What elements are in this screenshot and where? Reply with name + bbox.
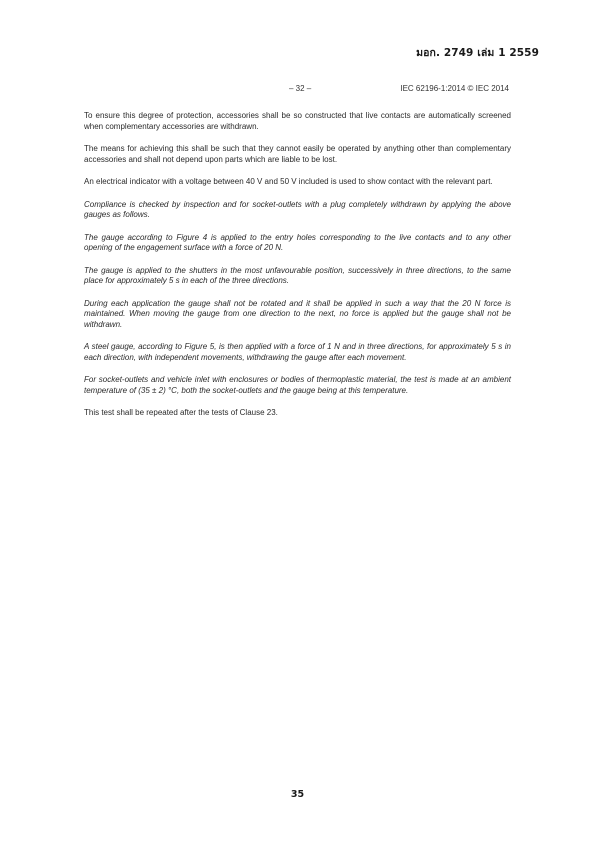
standard-reference: IEC 62196-1:2014 © IEC 2014 — [400, 84, 509, 93]
paragraph: A steel gauge, according to Figure 5, is then applied with a force of 1 N and in three directions, for approximately 5 s in each direction, with independent movements, withdrawing the gauge after each movement. — [84, 342, 511, 362]
standard-number: มอก. 2749 เล่ม 1 2559 — [416, 47, 539, 59]
running-header — [84, 84, 509, 96]
paragraph: This test shall be repeated after the tests of Clause 23. — [84, 408, 278, 417]
paragraph: For socket-outlets and vehicle inlet with enclosures or bodies of thermoplastic material, the test is made at an ambient temperature of (35 ± 2) °C, both the socket-outlets and the gauge being at this temperature. — [84, 375, 511, 395]
body-text — [84, 111, 511, 431]
paragraph: Compliance is checked by inspection and for socket-outlets with a plug completely withdrawn by applying the above gauges as follows. — [84, 199, 511, 219]
paragraph: An electrical indicator with a voltage between 40 V and 50 V included is used to show contact with the relevant part. — [84, 177, 493, 186]
paragraph: The gauge according to Figure 4 is applied to the entry holes corresponding to the live contacts and to any other opening of the engagement surface with a force of 20 N. — [84, 232, 511, 252]
paragraph: The gauge is applied to the shutters in the most unfavourable position, successively in three directions, to the same place for approximately 5 s in each of the three directions. — [84, 265, 511, 285]
page-reference: – 32 – — [289, 84, 312, 93]
paragraph: The means for achieving this shall be such that they cannot easily be operated by anything other than complementary accessories and shall not depend upon parts which are liable to be lost. — [84, 144, 511, 164]
page-number: 35 — [290, 789, 305, 800]
paragraph: During each application the gauge shall not be rotated and it shall be applied in such a way that the 20 N force is maintained. When moving the gauge from one direction to the next, no force is applied but the gauge shall not be withdrawn. — [84, 298, 511, 329]
paragraph: To ensure this degree of protection, accessories shall be so constructed that live contacts are automatically screened when complementary accessories are withdrawn. — [84, 111, 511, 131]
